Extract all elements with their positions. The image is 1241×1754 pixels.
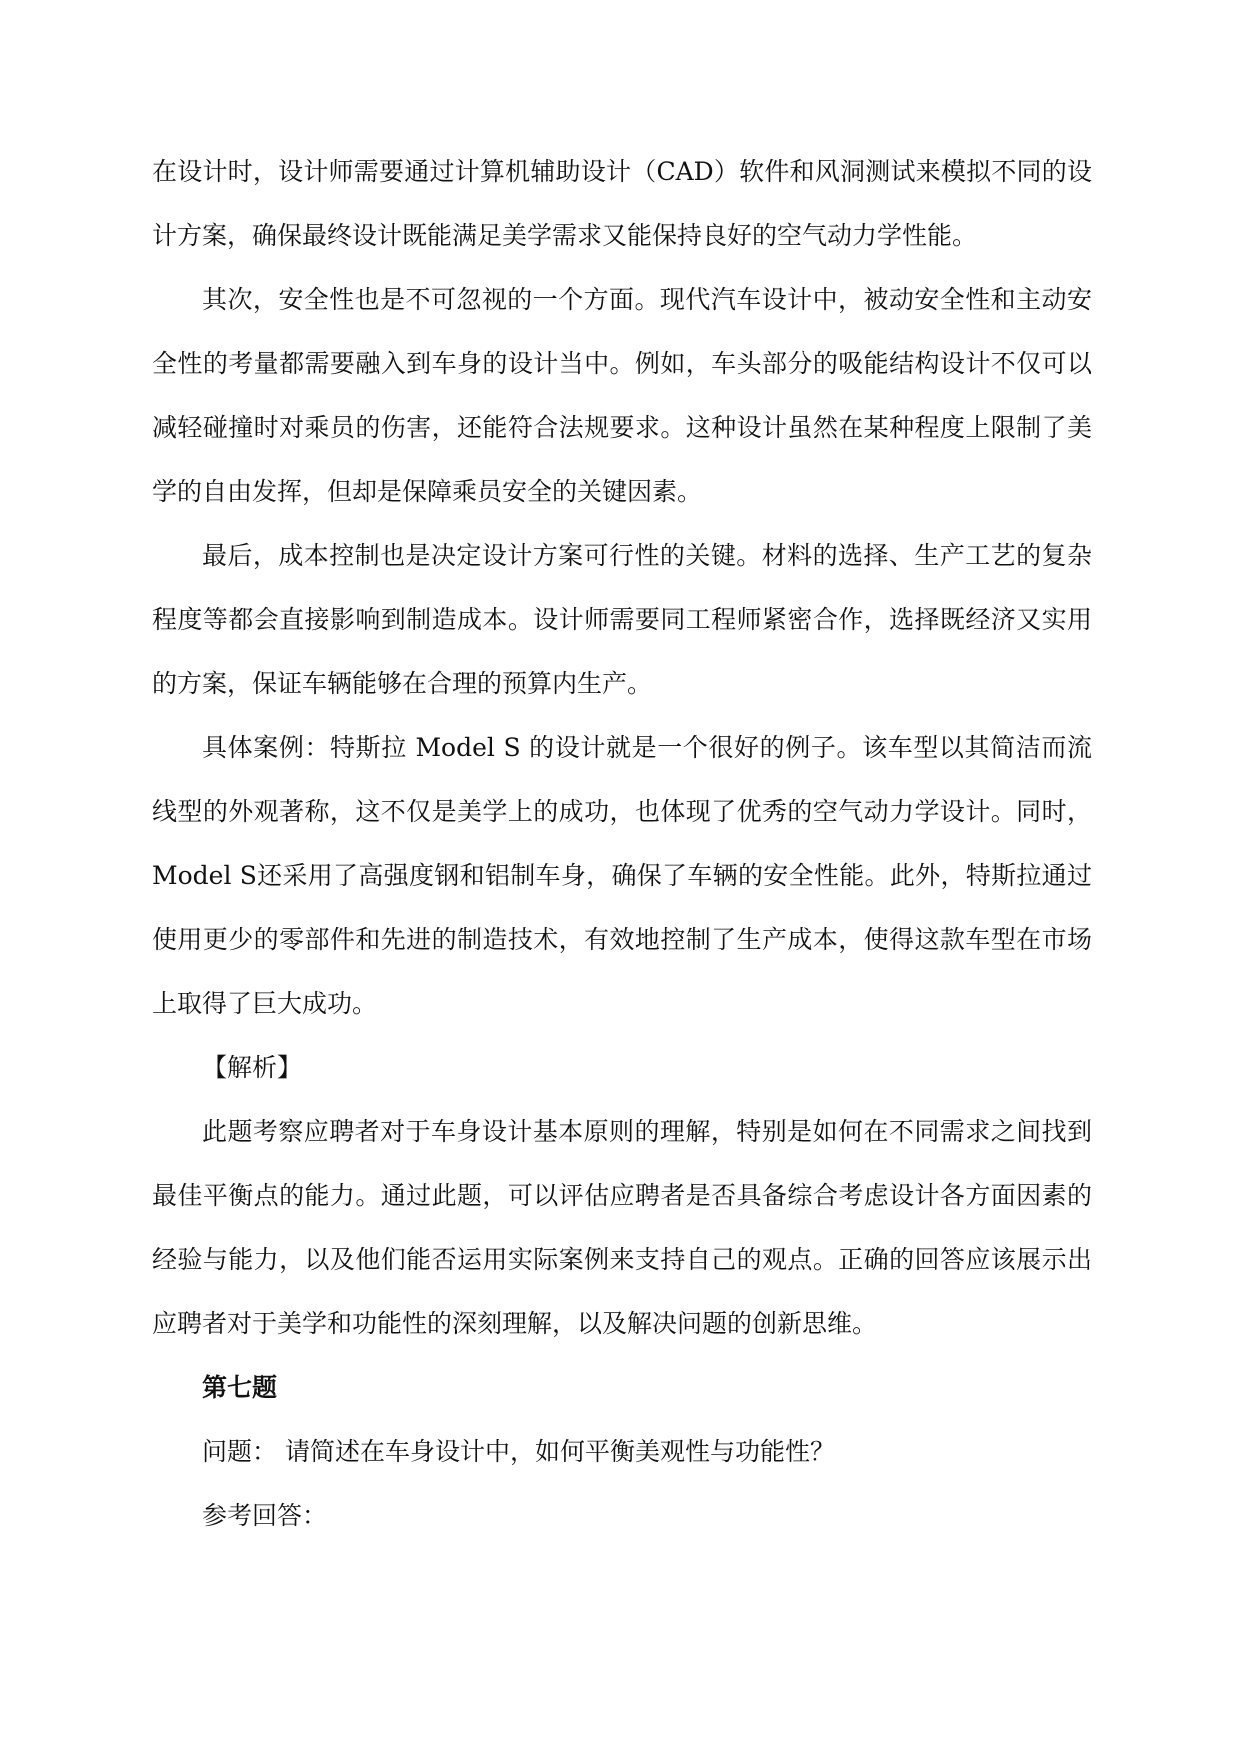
analysis-label: 【解析】	[202, 1053, 303, 1082]
question-heading: 第七题	[202, 1373, 278, 1402]
paragraph-analysis: 此题考察应聘者对于车身设计基本原则的理解，特别是如何在不同需求之间找到最佳平衡点的能力。通过此题，可以评估应聘者是否具备综合考虑设计各方面因素的经验与能力，以及他们能否运用实际案例来支持自己的观点。正确的回答应该展示出应聘者对于美学和功能性的深刻理解，以及解决问题的创新思维。	[152, 1117, 1092, 1338]
paragraph-design-methods: 在设计时，设计师需要通过计算机辅助设计（CAD）软件和风洞测试来模拟不同的设计方案，确保最终设计既能满足美学需求又能保持良好的空气动力学性能。	[152, 157, 1092, 250]
reference-answer-label: 参考回答：	[202, 1501, 328, 1530]
paragraph-cost-control: 最后，成本控制也是决定设计方案可行性的关键。材料的选择、生产工艺的复杂程度等都会直接影响到制造成本。设计师需要同工程师紧密合作，选择既经济又实用的方案，保证车辆能够在合理的预算内生产。	[152, 541, 1092, 698]
question-text: 问题： 请简述在车身设计中，如何平衡美观性与功能性？	[202, 1437, 835, 1466]
document-page	[152, 140, 1092, 1548]
paragraph-case-study: 具体案例：特斯拉 Model S 的设计就是一个很好的例子。该车型以其简洁而流线型的外观著称，这不仅是美学上的成功，也体现了优秀的空气动力学设计。同时，Model S还采用了高强度钢和铝制车身，确保了车辆的安全性能。此外，特斯拉通过使用更少的零部件和先进的制造技术，有效地控制了生产成本，使得这款车型在市场上取得了巨大成功。	[152, 733, 1092, 1018]
paragraph-safety: 其次，安全性也是不可忽视的一个方面。现代汽车设计中，被动安全性和主动安全性的考量都需要融入到车身的设计当中。例如，车头部分的吸能结构设计不仅可以减轻碰撞时对乘员的伤害，还能符合法规要求。这种设计虽然在某种程度上限制了美学的自由发挥，但却是保障乘员安全的关键因素。	[152, 285, 1092, 506]
